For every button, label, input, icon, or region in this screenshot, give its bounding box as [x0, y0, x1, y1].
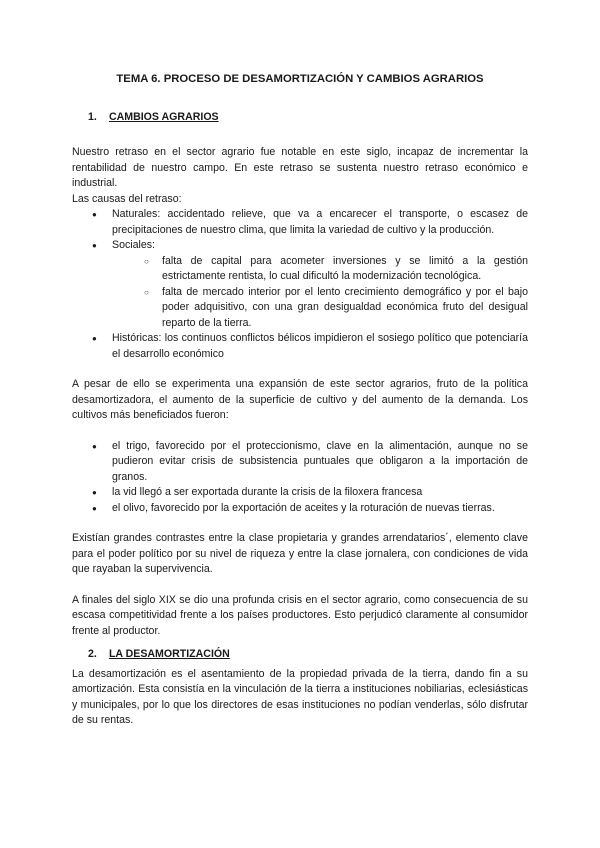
cause-naturales: ● Naturales: accidentado relieve, que va a encarecer el transporte, o escasez de precipitaciones de nuestro clima, que limita la variedad de cultivo y la producción.: [72, 207, 528, 238]
sociales-subitem: ○ falta de mercado interior por el lento crecimiento demográfico y por el bajo poder adquisitivo, con una gran desigualdad económica fruto del desigual reparto de la tierra.: [112, 285, 528, 332]
cause-sociales-label: Sociales:: [112, 239, 155, 251]
crop-item: ● la vid llegó a ser exportada durante la crisis de la filoxera francesa: [72, 485, 528, 501]
section-1-number: 1.: [88, 110, 97, 123]
contrasts-paragraph: Existían grandes contrastes entre la clase propietaria y grandes arrendatarios´, elemento clave para el poder político por su nivel de riqueza y entre la clase jornalera, con condiciones de vida que rayaban la supervivencia.: [72, 532, 528, 575]
sociales-subitem: ○ falta de capital para acometer inversiones y se limitó a la gestión estrictamente rentista, lo cual dificultó la modernización tecnológica.: [112, 254, 528, 285]
causes-list: [72, 207, 528, 362]
crisis-paragraph: A finales del siglo XIX se dio una profunda crisis en el sector agrario, como consecuencia de su escasa competitividad frente a los países productores. Esto perjudicó claramente al consumidor frente al productor.: [72, 593, 528, 637]
causes-label: Las causas del retraso:: [72, 192, 182, 205]
page-title: TEMA 6. PROCESO DE DESAMORTIZACIÓN Y CAMBIOS AGRARIOS: [116, 73, 484, 85]
cause-sociales: [72, 238, 528, 331]
section-1-heading: [88, 110, 528, 126]
crop-item: ● el olivo, favorecido por la exportación de aceites y la roturación de nuevas tierras.: [72, 501, 528, 517]
section-2-text: La desamortización es el asentamiento de la propiedad privada de la tierra, dando fin a su amortización. Esta consistía en la vinculación de la tierra a instituciones nobiliarias, eclesiásticas y municipales, por lo que los directores de esas instituciones no podían venderlas, sólo disfrutar de su rentas.: [72, 667, 528, 726]
cause-historicas: ● Históricas: los continuos conflictos bélicos impidieron el sosiego político que potenciaría el desarrollo económico: [72, 331, 528, 362]
section-2-heading: [88, 647, 528, 663]
section-1-intro: Nuestro retraso en el sector agrario fue notable en este siglo, incapaz de incrementar la rentabilidad de nuestro campo. En este retraso se sustenta nuestro retraso económico e industrial.: [72, 146, 528, 189]
section-1-title: CAMBIOS AGRARIOS: [108, 110, 219, 123]
crop-item: ● el trigo, favorecido por el proteccionismo, clave en la alimentación, aunque no se pudieron evitar crisis de subsistencia puntuales que obligaron a la importación de granos.: [72, 439, 528, 486]
crops-list: [72, 439, 528, 517]
section-2-title: LA DESAMORTIZACIÓN: [108, 648, 230, 660]
section-2-number: 2.: [88, 648, 97, 660]
expansion-paragraph: A pesar de ello se experimenta una expansión de este sector agrarios, fruto de la política desamortizadora, el aumento de la superficie de cultivo y del aumento de la demanda. Los cultivos más beneficiados fueron:: [72, 378, 528, 421]
sociales-sublist: [112, 254, 528, 332]
